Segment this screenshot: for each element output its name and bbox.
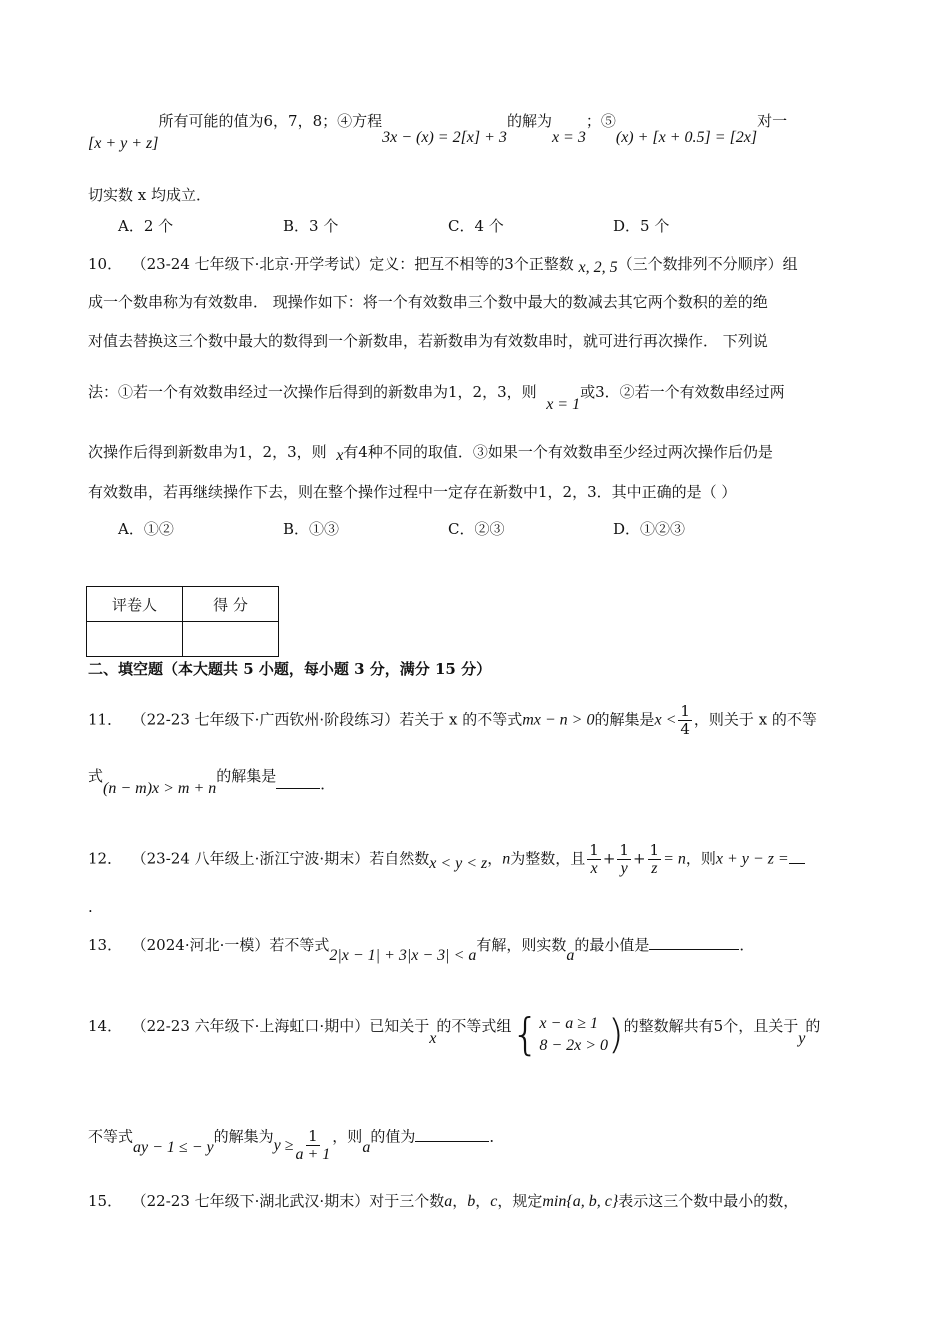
inequality-n-minus-m: (n − m)x > m + n xyxy=(103,780,217,797)
answer-blank[interactable] xyxy=(789,848,805,864)
option-c[interactable]: C．②③ xyxy=(448,520,505,538)
left-brace-icon: { xyxy=(511,1009,540,1060)
q11-line-1 xyxy=(88,703,817,738)
answer-blank[interactable] xyxy=(276,773,320,789)
q14-line-2 xyxy=(88,1120,505,1163)
q10-line-3: 对值去替换这三个数中最大的数得到一个新数串，若新数串为有效数串时，就可进行再次操作． 下列说 xyxy=(88,332,768,350)
q14-text-d: 的 xyxy=(805,1017,821,1035)
variable-b: b xyxy=(467,1193,476,1210)
q9-line-1 xyxy=(88,112,788,152)
q11-line-2 xyxy=(88,767,336,797)
q12-text-c: 为整数，且 xyxy=(510,849,586,868)
question-source: （23-24 八年级上·浙江宁波·期末） xyxy=(131,849,370,868)
q9-sep: ；⑤ xyxy=(585,112,616,130)
solution-lhs: y ≥ xyxy=(273,1136,294,1154)
score-table xyxy=(86,586,279,657)
question-source: （22-23 六年级下·上海虹口·期中） xyxy=(131,1017,370,1035)
right-paren-icon: ) xyxy=(608,1012,624,1058)
question-number: 13． xyxy=(88,936,123,954)
answer-blank[interactable] xyxy=(415,1126,489,1142)
q15-text-b: ，规定 xyxy=(497,1192,543,1210)
section-2-title: 二、填空题（本大题共 5 小题，每小题 3 分，满分 15 分） xyxy=(88,660,492,678)
q11-text-b: 的解集是 xyxy=(594,710,655,729)
q10-line-6: 有效数串，若再继续操作下去，则在整个操作过程中一定存在新数中1，2，3．其中正确的是（ ） xyxy=(88,483,737,501)
q13-text-b: 有解，则实数 xyxy=(476,936,567,954)
q9-options xyxy=(118,215,778,237)
q10-text-b: 或3．②若一个有效数串经过两 xyxy=(580,383,785,401)
grader-cell[interactable] xyxy=(87,622,183,657)
q12-line-2: . xyxy=(88,898,93,916)
question-source: （2024·河北·一模） xyxy=(131,936,270,954)
q10-text-b: （三个数排列不分顺序）组 xyxy=(617,255,798,273)
fraction-numerator: 1 xyxy=(308,1127,318,1145)
q14-text-c: 的整数解共有5个，且关于 xyxy=(623,1017,799,1035)
fraction-numerator: 1 xyxy=(649,841,660,859)
q15-line-1 xyxy=(88,1190,798,1213)
q12-text-d: ，则 xyxy=(685,849,716,868)
option-a[interactable]: A．2 个 xyxy=(118,217,174,235)
option-d[interactable]: D．①②③ xyxy=(613,520,686,538)
question-number: 15． xyxy=(88,1192,123,1210)
q9-text-mid: 的解为 xyxy=(506,112,552,130)
q14-text-c: ，则 xyxy=(332,1127,363,1146)
fraction-denominator: x xyxy=(590,860,598,877)
expression-x-y-z: x + y − z = xyxy=(715,850,789,868)
fraction-denominator: 4 xyxy=(680,720,690,738)
option-b[interactable]: B．3 个 xyxy=(283,217,339,235)
period: ． xyxy=(489,1127,505,1146)
inequality-mx-n: mx − n > 0 xyxy=(522,711,595,729)
question-source: （23-24 七年级下·北京·开学考试） xyxy=(131,255,370,273)
q13-text-c: 的最小值是 xyxy=(574,936,650,954)
answer-blank[interactable] xyxy=(649,934,739,950)
fraction-numerator: 1 xyxy=(680,702,690,720)
question-number: 11． xyxy=(88,710,123,729)
question-number: 12． xyxy=(88,849,123,868)
period: ． xyxy=(739,936,755,954)
variable-y: y xyxy=(798,1030,806,1047)
q11-text: 若关于 x 的不等式 xyxy=(399,710,523,729)
equation-4: 3x − (x) = 2[x] + 3 xyxy=(382,129,507,146)
variable-n: n xyxy=(502,850,511,868)
score-header: 得 分 xyxy=(183,587,279,622)
plus-sign: + xyxy=(632,849,646,868)
comma: ， xyxy=(487,849,503,868)
plus-sign: + xyxy=(602,849,616,868)
q13-text: 若不等式 xyxy=(269,936,330,954)
q11-text-c: ，则关于 x 的不等 xyxy=(693,710,817,729)
score-cell[interactable] xyxy=(183,622,279,657)
q14-text: 不等式 xyxy=(88,1127,134,1146)
q15-text: 对于三个数 xyxy=(369,1192,445,1210)
q10-line-5 xyxy=(88,441,773,464)
variable-a: a xyxy=(362,1138,371,1156)
variable-x: x xyxy=(336,447,344,464)
q12-text: 若自然数 xyxy=(369,849,430,868)
fraction-1-over-a-plus-1 xyxy=(296,1128,331,1163)
q11-text: 式 xyxy=(88,767,104,785)
option-a[interactable]: A．①② xyxy=(118,520,174,538)
solution-4: x = 3 xyxy=(551,129,586,146)
question-number: 14． xyxy=(88,1017,123,1035)
variable-c: c xyxy=(490,1193,498,1210)
question-number: 10． xyxy=(88,255,123,273)
q10-text: 次操作后得到新数串为1，2，3，则 xyxy=(88,443,327,461)
q11-text-b: 的解集是 xyxy=(216,767,277,785)
q13-line xyxy=(88,934,755,964)
inequality-ay: ay − 1 ≤ − y xyxy=(133,1138,214,1156)
q14-text-b: 的不等式组 xyxy=(436,1017,512,1035)
solution-lhs: x < xyxy=(654,711,677,729)
grader-header: 评卷人 xyxy=(87,587,183,622)
q12-line-1 xyxy=(88,842,805,877)
fraction-denominator: y xyxy=(620,860,628,877)
q10-line-4 xyxy=(88,381,785,413)
inequality-system xyxy=(511,1009,624,1060)
q10-line-1 xyxy=(88,253,798,276)
fraction-numerator: 1 xyxy=(589,841,599,859)
equation-5: (x) + [x + 0.5] = [2x] xyxy=(615,129,758,146)
fraction-1-over-z xyxy=(648,842,662,877)
fraction-one-quarter xyxy=(678,703,692,738)
q14-text-d: 的值为 xyxy=(370,1127,416,1146)
fraction-numerator: 1 xyxy=(619,841,629,859)
q9-line-end: 对一 xyxy=(757,112,788,130)
inequality-absolute: 2|x − 1| + 3|x − 3| < a xyxy=(329,947,477,964)
x-equals-1: x = 1 xyxy=(546,396,581,413)
variable-a: a xyxy=(444,1193,453,1210)
option-d[interactable]: D．5 个 xyxy=(613,217,670,235)
q15-text-c: 表示这三个数中最小的数， xyxy=(618,1192,799,1210)
option-c[interactable]: C．4 个 xyxy=(448,217,504,235)
period: ． xyxy=(320,775,336,793)
inequality-xyz: x < y < z xyxy=(429,854,488,872)
comma: ， xyxy=(452,1192,468,1210)
fraction-denominator: z xyxy=(651,860,658,877)
fraction-1-over-x xyxy=(587,842,601,877)
variable-x: x xyxy=(429,1030,437,1047)
fraction-denominator: a + 1 xyxy=(295,1146,331,1163)
q14-text-b: 的解集为 xyxy=(213,1127,274,1146)
variable-a: a xyxy=(566,947,575,964)
q9-line-2: 切实数 x 均成立． xyxy=(88,186,211,204)
q10-options xyxy=(118,518,778,540)
fraction-1-over-y xyxy=(617,842,631,877)
min-function: min{a, b, c} xyxy=(542,1193,619,1210)
system-row-1: x − a ≥ 1 xyxy=(539,1015,599,1032)
q10-text-b: 有4种不同的取值．③如果一个有效数串至少经过两次操作后仍是 xyxy=(343,443,773,461)
option-b[interactable]: B．①③ xyxy=(283,520,340,538)
system-row-2: 8 − 2x > 0 xyxy=(539,1037,609,1054)
floor-sum-expression: [x + y + z] xyxy=(88,135,159,152)
equals-n: = n xyxy=(663,850,686,868)
comma: ， xyxy=(475,1192,491,1210)
q10-line-2: 成一个数串称为有效数串． 现操作如下：将一个有效数串三个数中最大的数减去其它两个数积的差的绝 xyxy=(88,293,768,311)
number-triple: x, 2, 5 xyxy=(578,259,618,276)
q10-text: 法：①若一个有效数串经过一次操作后得到的新数串为1，2，3，则 xyxy=(88,383,537,401)
q14-text: 已知关于 xyxy=(369,1017,430,1035)
q10-text: 定义：把互不相等的3个正整数 xyxy=(369,255,574,273)
question-source: （22-23 七年级下·湖北武汉·期末） xyxy=(131,1192,370,1210)
question-source: （22-23 七年级下·广西钦州·阶段练习） xyxy=(131,710,400,729)
q9-text: 所有可能的值为6，7，8；④方程 xyxy=(158,112,383,130)
q14-line-1 xyxy=(88,1005,821,1060)
